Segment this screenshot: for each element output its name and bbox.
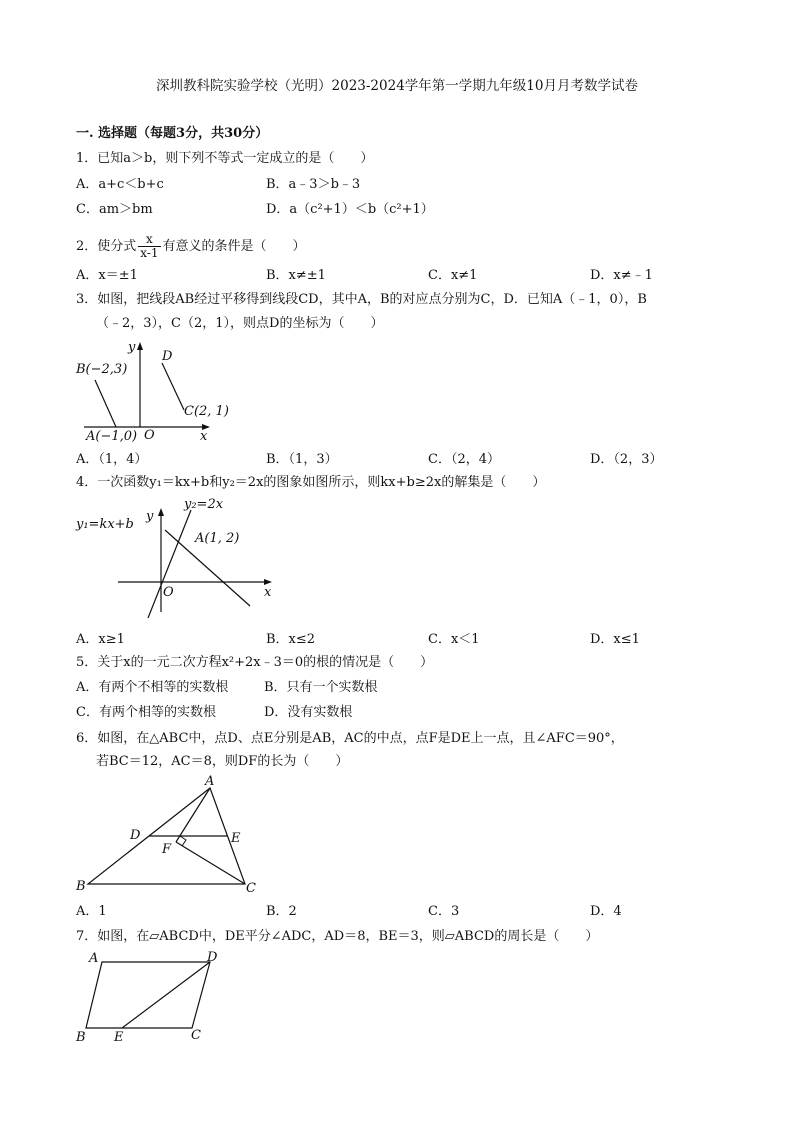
- q3-label-o: O: [144, 428, 155, 443]
- q1-option-a: A．a+c＜b+c: [76, 177, 164, 192]
- q2-option-c: C．x≠1: [428, 268, 478, 283]
- q4-label-o: O: [163, 585, 174, 600]
- q3-label-y: y: [128, 340, 136, 355]
- q2-stem-pre: 2．使分式: [76, 239, 137, 254]
- q4-label-a: A(1, 2): [195, 531, 240, 546]
- q3-label-x: x: [200, 429, 208, 444]
- q3-option-c: C．（2，4）: [428, 452, 500, 467]
- question-4-stem: 4．一次函数y₁＝kx+b和y₂＝2x的图象如图所示，则kx+b≥2x的解集是（ ）: [76, 475, 546, 490]
- q7-label-d: D: [207, 950, 218, 965]
- q3-option-d: D．（2，3）: [590, 452, 663, 467]
- q2-frac-num: x: [138, 233, 160, 247]
- q6-label-d: D: [130, 828, 141, 843]
- q6-label-a: A: [205, 774, 215, 789]
- section-heading: 一. 选择题（每题3分，共30分）: [76, 126, 269, 141]
- segment-de-7: [122, 962, 210, 1028]
- q7-label-a: A: [89, 951, 99, 966]
- q4-option-a: A．x≥1: [76, 632, 125, 647]
- q3-option-a: A．（1，4）: [76, 452, 148, 467]
- q6-label-f: F: [162, 842, 172, 857]
- q6-label-e: E: [231, 831, 241, 846]
- q4-label-y2: y₂=2x: [184, 497, 224, 512]
- q5-option-c: C．有两个相等的实数根: [76, 705, 216, 720]
- q5-option-d: D．没有实数根: [264, 705, 353, 720]
- question-6-stem-line2: 若BC＝12，AC＝8，则DF的长为（ ）: [96, 754, 349, 769]
- q6-option-d: D．4: [590, 904, 622, 919]
- question-7-stem: 7．如图，在▱ABCD中，DE平分∠ADC，AD＝8，BE＝3，则▱ABCD的周长是（ ）: [76, 929, 599, 944]
- q7-label-c: C: [191, 1028, 201, 1043]
- q6-label-b: B: [76, 879, 86, 894]
- q4-option-b: B．x≤2: [266, 632, 316, 647]
- q7-label-b: B: [76, 1030, 86, 1045]
- q4-label-y: y: [146, 509, 154, 524]
- question-6-stem: 6．如图，在△ABC中，点D、点E分别是AB，AC的中点，点F是DE上一点，且∠AFC＝90°，: [76, 731, 624, 746]
- question-1-stem: 1．已知a＞b，则下列不等式一定成立的是（ ）: [76, 151, 374, 166]
- q2-option-b: B．x≠±1: [266, 268, 326, 283]
- q4-option-c: C．x＜1: [428, 632, 480, 647]
- q6-label-c: C: [246, 881, 256, 896]
- q2-option-d: D．x≠﹣1: [590, 268, 653, 283]
- q4-label-x: x: [264, 585, 272, 600]
- q1-option-d: D．a（c²+1）＜b（c²+1）: [266, 202, 434, 217]
- question-3-stem-line2: （﹣2，3），C（2，1），则点D的坐标为（ ）: [96, 316, 384, 331]
- q6-option-a: A．1: [76, 904, 107, 919]
- q6-option-c: C．3: [428, 904, 460, 919]
- q2-stem-post: 有意义的条件是（ ）: [162, 239, 306, 254]
- q6-option-b: B．2: [266, 904, 297, 919]
- q3-label-a: A(−1,0): [86, 429, 138, 444]
- q4-label-y1: y₁=kx+b: [76, 517, 134, 532]
- q1-option-c: C．am＞bm: [76, 202, 153, 217]
- q7-label-e: E: [114, 1030, 124, 1045]
- q3-label-c: C(2, 1): [184, 404, 229, 419]
- q3-label-d: D: [162, 349, 173, 364]
- q3-label-b: B(−2,3): [76, 362, 128, 377]
- q5-option-a: A．有两个不相等的实数根: [76, 680, 229, 695]
- question-3-stem: 3．如图，把线段AB经过平移得到线段CD，其中A，B的对应点分别为C，D．已知A（﹣1，0），B: [76, 292, 647, 307]
- exam-title: 深圳教科院实验学校（光明）2023-2024学年第一学期九年级10月月考数学试卷: [156, 78, 638, 94]
- q3-option-b: B．（1，3）: [266, 452, 338, 467]
- q1-option-b: B．a﹣3＞b﹣3: [266, 177, 361, 192]
- q2-option-a: A．x＝±1: [76, 268, 138, 283]
- q5-option-b: B．只有一个实数根: [264, 680, 378, 695]
- q2-frac-den: x-1: [140, 246, 159, 260]
- question-5-stem: 5．关于x的一元二次方程x²+2x﹣3＝0的根的情况是（ ）: [76, 655, 434, 670]
- parallelogram-abcd: [86, 962, 210, 1028]
- q4-option-d: D．x≤1: [590, 632, 640, 647]
